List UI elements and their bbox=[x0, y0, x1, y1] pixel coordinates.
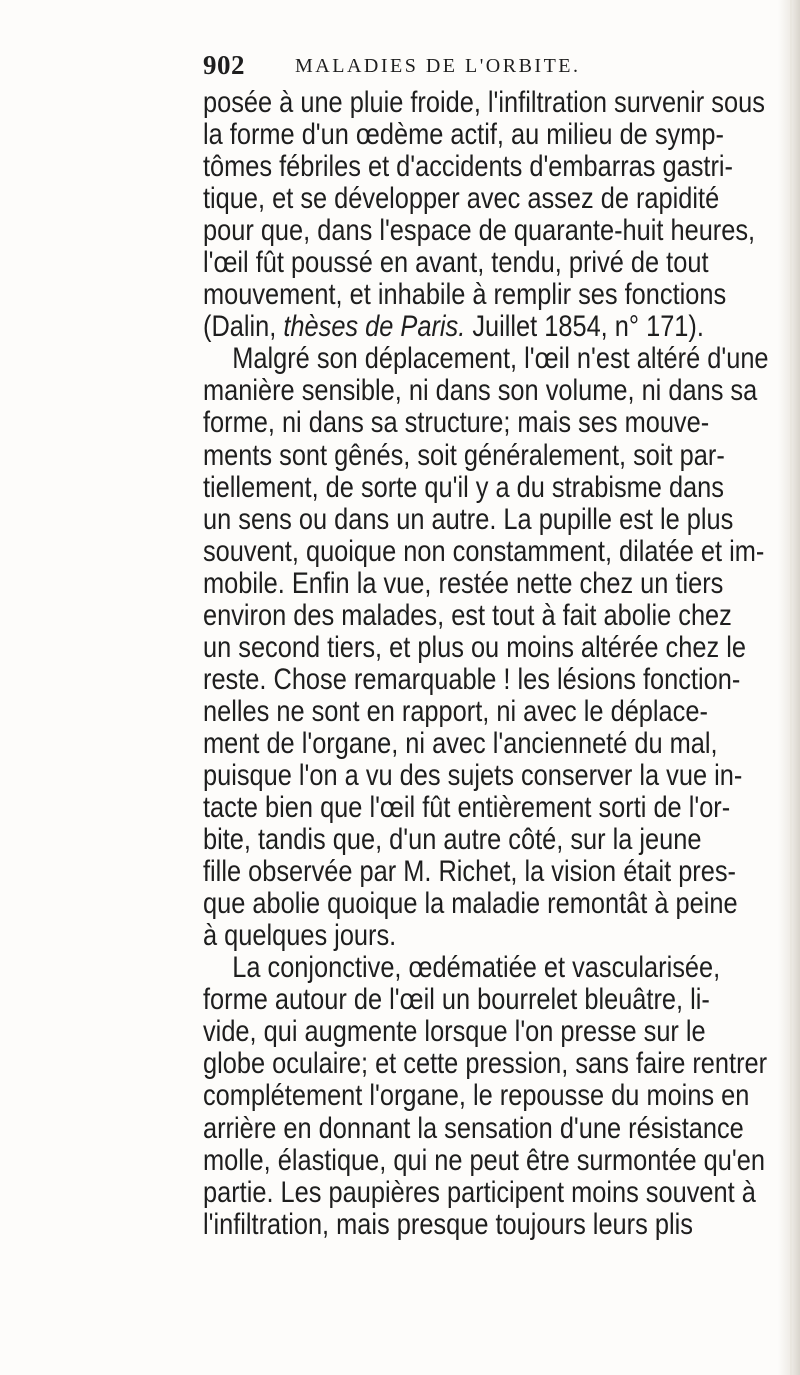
text-line: La conjonctive, œdématiée et vascularisée, bbox=[232, 951, 721, 985]
running-title: MALADIES DE L'ORBITE. bbox=[295, 55, 581, 77]
page-number: 902 bbox=[203, 50, 245, 80]
body-text bbox=[203, 87, 779, 1241]
text-line: reste. Chose remarquable ! les lésions fonction- bbox=[203, 662, 741, 696]
text-line: à quelques jours. bbox=[203, 919, 397, 953]
text-line: globe oculaire; et cette pression, sans faire rentrer bbox=[203, 1047, 768, 1081]
text-line: bite, tandis que, d'un autre côté, sur la jeune bbox=[203, 823, 702, 857]
text-line: mobile. Enfin la vue, restée nette chez un tiers bbox=[203, 566, 724, 600]
text-line: un second tiers, et plus ou moins altérée chez le bbox=[203, 630, 746, 664]
text-line: pour que, dans l'espace de quarante-huit heures, bbox=[203, 214, 756, 248]
text-line: tiellement, de sorte qu'il y a du strabisme dans bbox=[203, 470, 724, 504]
page-gutter-shadow bbox=[778, 0, 800, 1375]
text-line: souvent, quoique non constamment, dilatée et im- bbox=[203, 534, 765, 568]
text-line: ments sont gênés, soit généralement, soit par- bbox=[203, 438, 725, 472]
text-line: tômes fébriles et d'accidents d'embarras gastri- bbox=[203, 150, 734, 184]
italic-title: thèses de Paris. bbox=[283, 310, 466, 344]
text-line: puisque l'on a vu des sujets conserver la vue in- bbox=[203, 758, 743, 792]
text-line: molle, élastique, qui ne peut être surmontée qu'en bbox=[203, 1143, 765, 1177]
page-edge-line bbox=[790, 0, 792, 1375]
text-line: vide, qui augmente lorsque l'on presse sur le bbox=[203, 1015, 706, 1049]
text-line: l'œil fût poussé en avant, tendu, privé de tout bbox=[203, 246, 709, 280]
text-line: complétement l'organe, le repousse du moins en bbox=[203, 1079, 750, 1113]
text-segment: Juillet 1854, n° 171). bbox=[465, 310, 704, 344]
text-segment: (Dalin, bbox=[203, 310, 284, 344]
text-line: forme, ni dans sa structure; mais ses mouve- bbox=[203, 406, 710, 440]
text-line: manière sensible, ni dans son volume, ni dans sa bbox=[203, 374, 758, 408]
text-line: fille observée par M. Richet, la vision était pres- bbox=[203, 855, 736, 889]
text-line: posée à une pluie froide, l'infiltration survenir sous bbox=[203, 86, 765, 119]
text-line: que abolie quoique la maladie remontât à peine bbox=[203, 887, 738, 921]
text-line: l'infiltration, mais presque toujours leurs plis bbox=[203, 1207, 693, 1241]
text-line: ment de l'organe, ni avec l'ancienneté du mal, bbox=[203, 726, 718, 760]
text-line: nelles ne sont en rapport, ni avec le déplace- bbox=[203, 694, 708, 728]
text-line: environ des malades, est tout à fait abolie chez bbox=[203, 598, 732, 632]
text-line: mouvement, et inhabile à remplir ses fonctions bbox=[203, 278, 727, 312]
text-line: Malgré son déplacement, l'œil n'est altéré d'une bbox=[232, 342, 769, 376]
text-line: un sens ou dans un autre. La pupille est le plus bbox=[203, 502, 734, 536]
text-line bbox=[203, 310, 704, 344]
text-line: partie. Les paupières participent moins souvent à bbox=[203, 1175, 756, 1209]
page-header bbox=[203, 50, 763, 90]
text-line: tacte bien que l'œil fût entièrement sorti de l'or- bbox=[203, 791, 731, 825]
text-line: arrière en donnant la sensation d'une résistance bbox=[203, 1111, 744, 1145]
text-line: la forme d'un œdème actif, au milieu de symp- bbox=[203, 118, 724, 152]
text-line: tique, et se développer avec assez de rapidité bbox=[203, 182, 720, 216]
text-line: forme autour de l'œil un bourrelet bleuâtre, li- bbox=[203, 983, 710, 1017]
